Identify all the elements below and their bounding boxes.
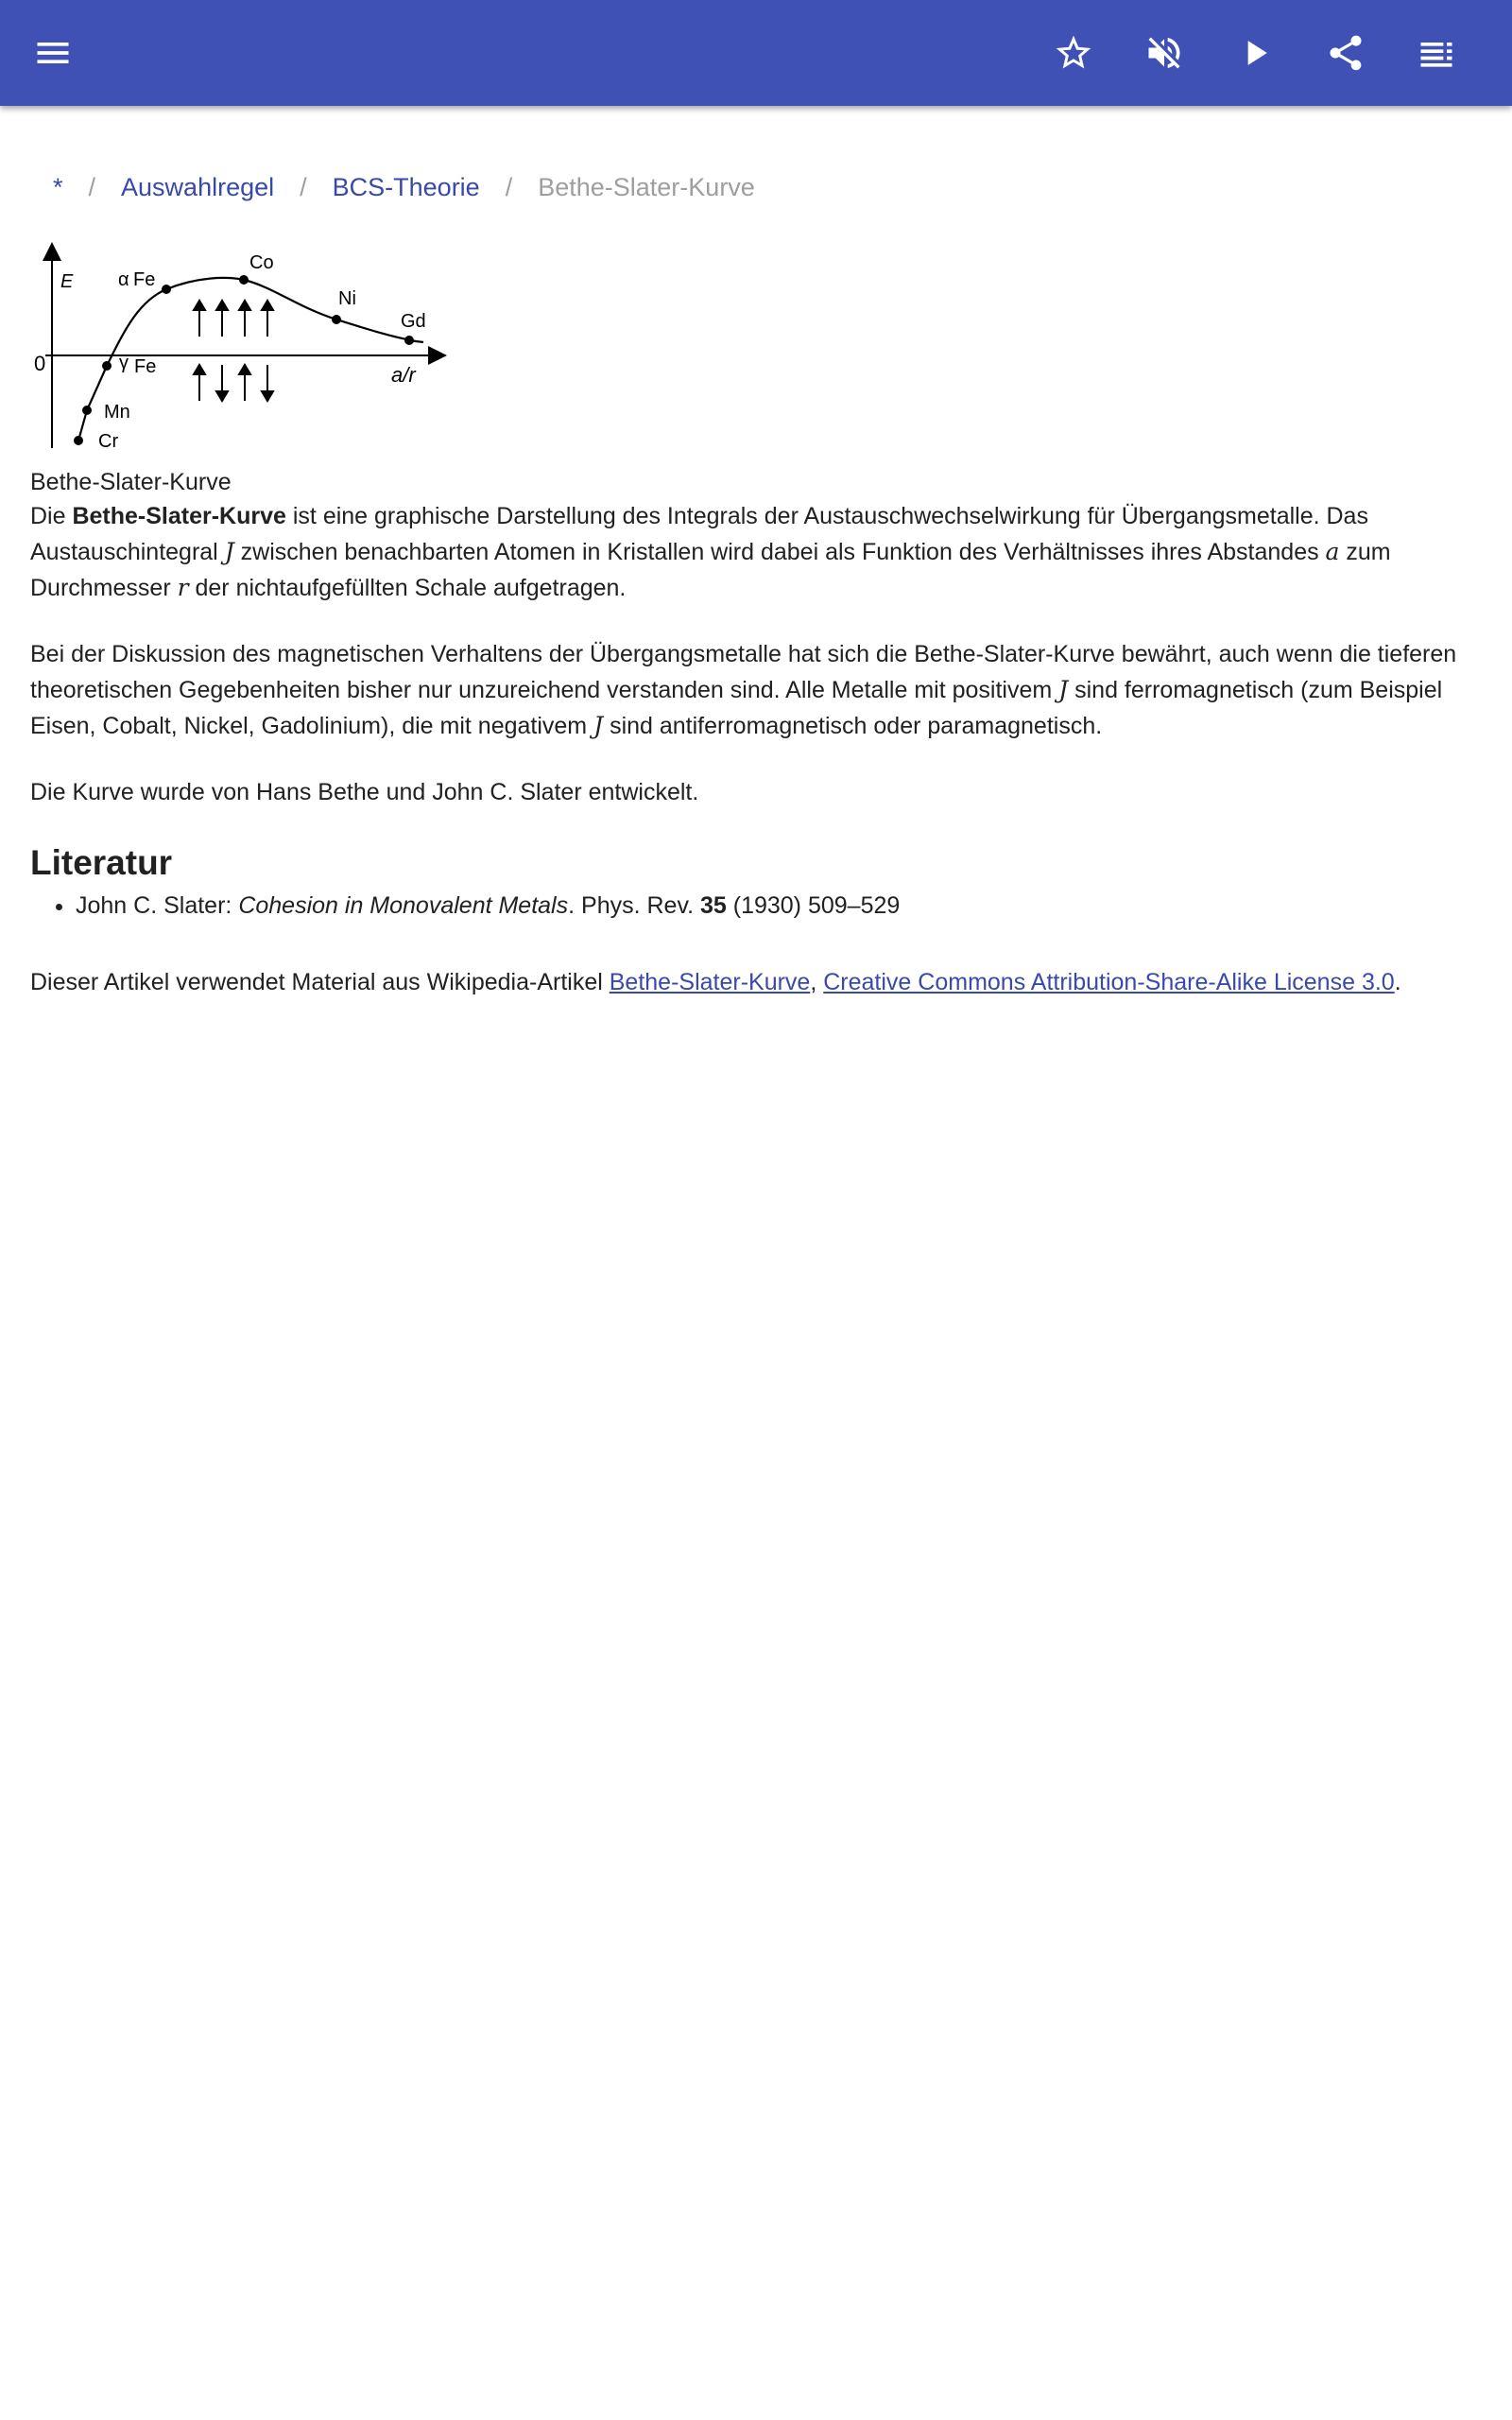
text: zwischen benachbarten Atomen in Kristallen wird dabei als Funktion des Verhältnisses ihres Abstandes [233,539,1326,565]
attribution-footer [30,965,1486,1000]
paragraph-history: Die Kurve wurde von Hans Bethe und John C. Slater entwickelt. [30,779,699,805]
share-button[interactable] [1319,26,1372,79]
text: , [810,969,824,995]
text: zum Durchmesser [30,539,1391,601]
label-cr: Cr [98,431,119,452]
license-link[interactable]: Creative Commons Attribution-Share-Alike License 3.0 [823,969,1395,995]
volume-off-icon [1143,32,1185,74]
mute-button[interactable] [1138,26,1191,79]
breadcrumb-link-auswahlregel[interactable]: Auswahlregel [121,173,275,201]
math-j: J [224,538,234,565]
point-gamma-fe [102,361,112,371]
text: Bei der Diskussion des magnetischen Verhaltens der Übergangsmetalle hat sich die Bethe-Slater-Kurve bewährt, auch wenn die tieferen theoretischen Gegebenheiten bisher nur unzureichend verstanden sind. Alle Metalle mit positivem [30,641,1457,703]
text: Dieser Artikel verwendet Material aus Wikipedia-Artikel [30,969,610,995]
text: der nichtaufgefüllten Schale aufgetragen. [188,575,627,601]
breadcrumb-separator: / [505,173,513,201]
citation-title: Cohesion in Monovalent Metals [238,892,569,919]
article-content [30,499,1486,1031]
label-alpha-fe: Fe [133,269,156,290]
figure-caption: Bethe-Slater-Kurve [30,469,232,495]
play-button[interactable] [1228,26,1281,79]
breadcrumb-link-bcs-theorie[interactable]: BCS-Theorie [332,173,480,201]
text: ist eine graphische Darstellung des Integrals der Austauschwechselwirkung für Übergangsmetalle. Das Austauschintegral [30,503,1368,565]
text: John C. Slater: [76,892,239,919]
text: (1930) 509–529 [726,892,901,919]
citation-volume: 35 [699,892,727,919]
hamburger-menu-icon [32,32,74,74]
axis-label-ar: a/r [391,363,416,387]
point-ni [332,315,341,324]
star-outline-icon [1053,32,1094,74]
point-alpha-fe [162,285,171,294]
label-gd: Gd [401,311,426,332]
point-co [239,275,249,285]
literature-item [76,889,1486,924]
paragraph-intro [30,499,1486,606]
breadcrumb-separator: / [300,173,307,201]
paragraph-discussion [30,637,1486,744]
breadcrumb [53,170,755,204]
label-mn: Mn [104,402,130,423]
math-j: J [593,712,604,739]
math-a: a [1325,538,1340,565]
menu-button[interactable] [26,26,79,79]
label-gamma-greek: γ [119,353,129,373]
parallel-spin-arrows [194,301,273,337]
label-ni: Ni [338,288,356,309]
bethe-slater-diagram [26,242,452,461]
bold-term: Bethe-Slater-Kurve [72,503,286,529]
point-mn [82,406,92,415]
point-gd [404,336,414,345]
contents-button[interactable] [1410,26,1463,79]
literature-list [30,889,1486,924]
math-r: r [177,574,189,601]
share-icon [1325,32,1366,74]
favorite-button[interactable] [1047,26,1100,79]
axis-label-origin: 0 [34,352,46,375]
bethe-slater-figure[interactable] [26,242,452,461]
label-alpha-greek: α [118,269,129,290]
text: . Phys. Rev. [568,892,700,919]
label-co: Co [249,252,274,273]
text: Die [30,503,73,529]
section-heading-literatur: Literatur [30,843,173,882]
antiparallel-spin-arrows [194,365,273,401]
play-icon [1234,32,1276,74]
breadcrumb-link-root[interactable]: * [53,173,63,201]
axis-label-e: E [60,271,74,292]
text: sind antiferromagnetisch oder paramagnetisch. [603,713,1103,739]
breadcrumb-separator: / [88,173,96,201]
wikipedia-article-link[interactable]: Bethe-Slater-Kurve [609,969,811,995]
label-gamma-fe: Fe [134,356,157,377]
math-j: J [1058,676,1069,703]
breadcrumb-current: Bethe-Slater-Kurve [538,173,755,201]
point-cr [74,436,83,445]
app-bar [0,0,1512,106]
text: . [1394,969,1401,995]
text: sind ferromagnetisch (zum Beispiel Eisen, Cobalt, Nickel, Gadolinium), die mit negativem [30,677,1443,739]
playlist-icon [1416,32,1457,74]
